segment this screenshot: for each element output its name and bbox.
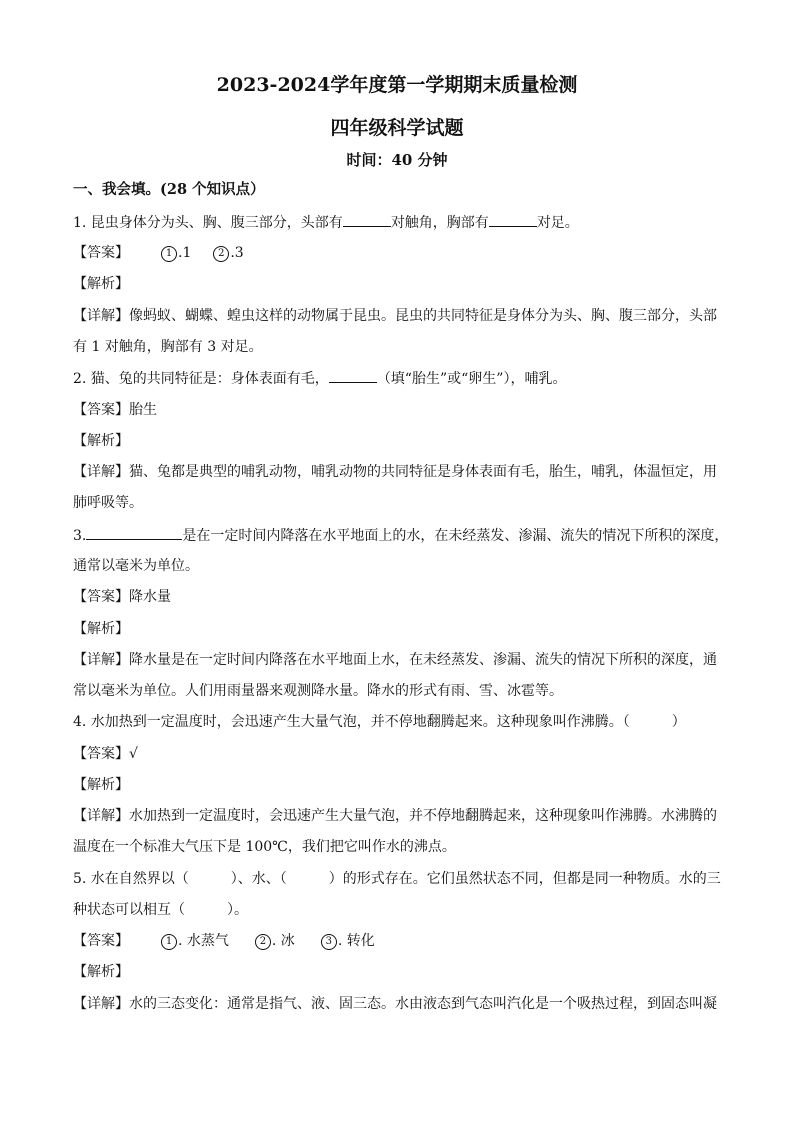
- detail-4-cont: 温度在一个标准大气压下是 100℃，我们把它叫作水的沸点。: [73, 839, 456, 855]
- detail-2-cont: 肺呼吸等。: [73, 495, 143, 511]
- detail-label: 【详解】: [73, 464, 129, 480]
- analysis-label: 【解析】: [73, 621, 129, 637]
- detail-label: 【详解】: [73, 808, 129, 824]
- blank: [343, 212, 391, 227]
- document-subtitle: 四年级科学试题: [330, 117, 464, 139]
- detail-1-cont: 有 1 对触角，胸部有 3 对足。: [73, 339, 263, 355]
- detail-1: 【详解】像蚂蚁、蝴蝶、蝗虫这样的动物属于昆虫。昆虫的共同特征是身体分为头、胸、腹三部分，头部: [73, 308, 717, 324]
- analysis-label: 【解析】: [73, 964, 129, 980]
- answer-label: 【答案】: [73, 933, 129, 949]
- detail-2: 【详解】猫、兔都是典型的哺乳动物，哺乳动物的共同特征是身体表面有毛，胎生，哺乳，体温恒定，用: [73, 464, 717, 480]
- detail-4: 【详解】水加热到一定温度时，会迅速产生大量气泡，并不停地翻腾起来，这种现象叫作沸腾。水沸腾的: [73, 808, 717, 824]
- detail-label: 【详解】: [73, 996, 129, 1012]
- circled-number: 1: [161, 934, 177, 950]
- analysis-label: 【解析】: [73, 276, 129, 292]
- detail-label: 【详解】: [73, 308, 129, 324]
- detail-label: 【详解】: [73, 652, 129, 668]
- analysis-label: 【解析】: [73, 777, 129, 793]
- question-1: 1. 昆虫身体分为头、胸、腹三部分，头部有 对触角，胸部有 对足。: [73, 212, 733, 233]
- circled-number: 2: [213, 246, 229, 262]
- answer-3: 【答案】降水量: [73, 589, 171, 605]
- answer-1: 【答案】 1 .1 2 .3: [73, 245, 244, 261]
- answer-5: 【答案】 1 . 水蒸气 2 . 冰 3 . 转化: [73, 933, 375, 949]
- circled-number: 1: [161, 246, 177, 262]
- answer-label: 【答案】: [73, 746, 129, 762]
- question-3-cont: 通常以毫米为单位。: [73, 558, 199, 574]
- answer-label: 【答案】: [73, 402, 129, 418]
- answer-2: 【答案】胎生: [73, 402, 157, 418]
- detail-3: 【详解】降水量是在一定时间内降落在水平地面上水，在未经蒸发、渗漏、流失的情况下所积的深度，通: [73, 652, 717, 668]
- answer-label: 【答案】: [73, 589, 129, 605]
- answer-label: 【答案】: [73, 245, 129, 261]
- detail-3-cont: 常以毫米为单位。人们用雨量器来观测降水量。降水的形式有雨、雪、冰雹等。: [73, 683, 563, 699]
- question-5-cont: 种状态可以相互（ ）。: [73, 902, 248, 918]
- question-4: 4. 水加热到一定温度时，会迅速产生大量气泡，并不停地翻腾起来。这种现象叫作沸腾。（ ）: [73, 714, 686, 730]
- analysis-label: 【解析】: [73, 433, 129, 449]
- answer-4: 【答案】√: [73, 746, 138, 762]
- question-2: 2. 猫、兔的共同特征是：身体表面有毛， （填“胎生”或“卵生”），哺乳。: [73, 368, 733, 389]
- exam-time: 时间：40 分钟: [346, 151, 448, 169]
- section-heading: 一、我会填。(28 个知识点）: [73, 181, 265, 198]
- detail-5: 【详解】水的三态变化：通常是指气、液、固三态。水由液态到气态叫汽化是一个吸热过程，到固态叫凝: [73, 996, 717, 1012]
- blank: [86, 525, 182, 540]
- blank: [329, 368, 377, 383]
- question-3: 3. 是在一定时间内降落在水平地面上的水，在未经蒸发、渗漏、流失的情况下所积的深度，: [73, 525, 733, 546]
- circled-number: 2: [255, 934, 271, 950]
- document-title: 2023-2024学年度第一学期期末质量检测: [216, 74, 578, 96]
- question-5: 5. 水在自然界以（ ）、水、（ ）的形式存在。它们虽然状态不同，但都是同一种物质。水的三: [73, 871, 721, 887]
- blank: [489, 212, 537, 227]
- circled-number: 3: [321, 934, 337, 950]
